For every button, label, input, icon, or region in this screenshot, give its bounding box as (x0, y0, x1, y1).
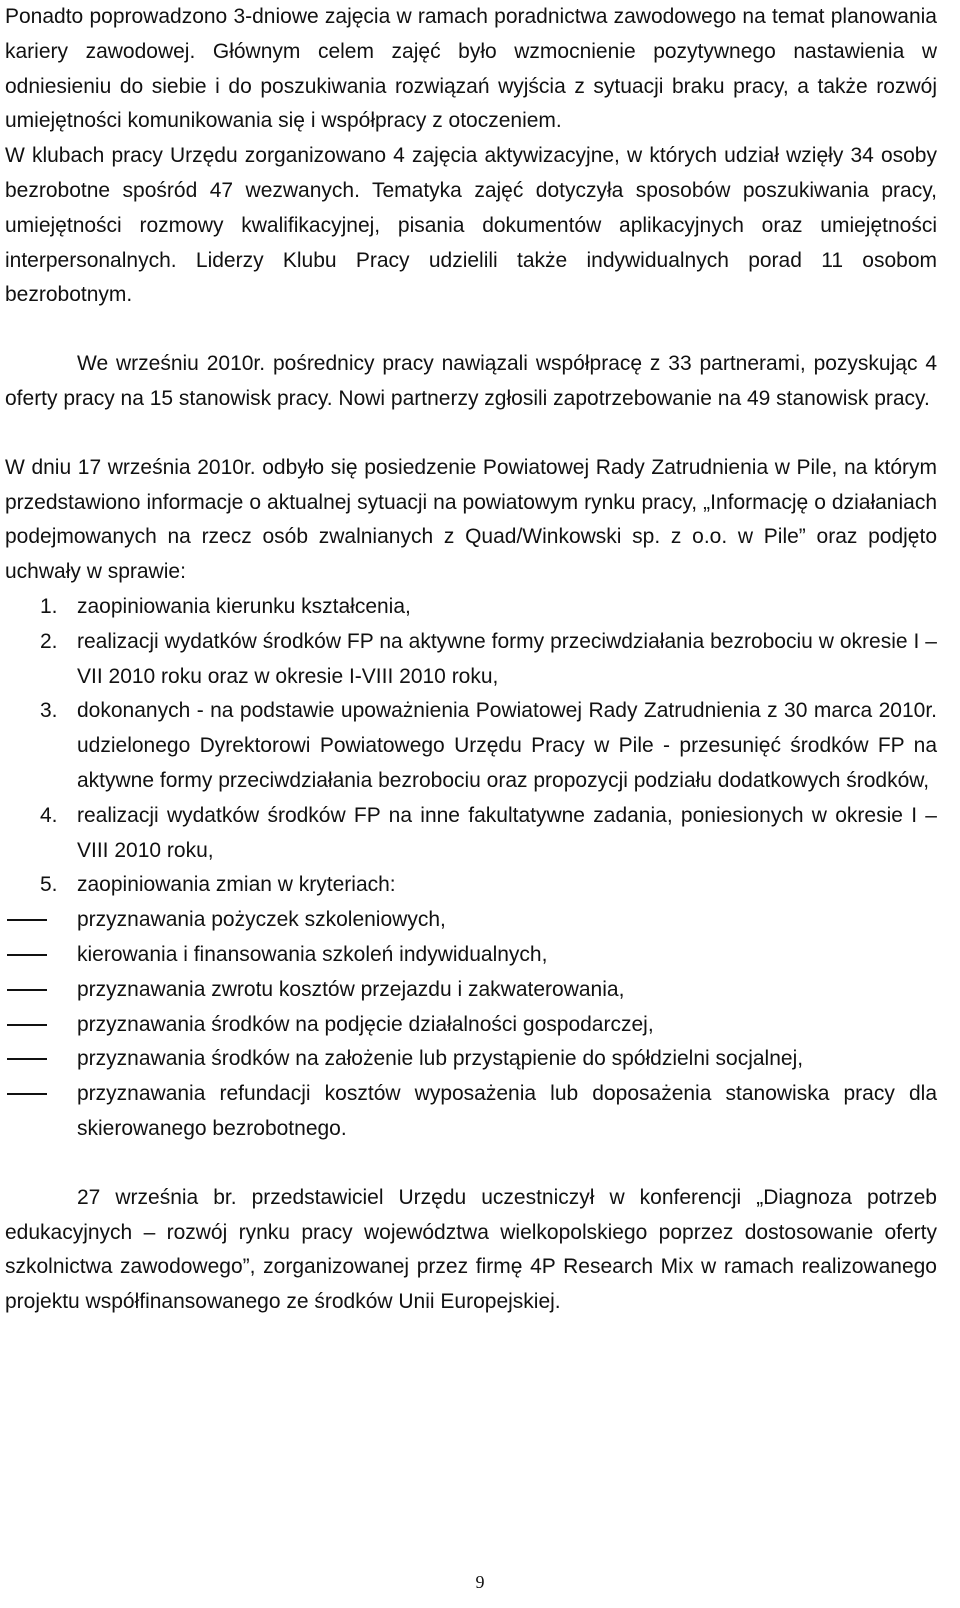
list-item (5, 1042, 937, 1077)
list-item-text: przyznawania refundacji kosztów wyposażenia lub doposażenia stanowiska pracy dla skierowanego bezrobotnego. (77, 1082, 937, 1140)
spacer (5, 313, 937, 347)
list-number: 5. (40, 873, 58, 897)
document-page (5, 0, 937, 1320)
list-item-text: przyznawania środków na podjęcie działalności gospodarczej, (77, 1012, 654, 1036)
list-item-text: zaopiniowania kierunku kształcenia, (77, 594, 411, 618)
list-item-text: przyznawania środków na założenie lub przystąpienie do spółdzielni socjalnej, (77, 1047, 804, 1071)
list-item (5, 973, 937, 1008)
list-item-text: przyznawania zwrotu kosztów przejazdu i zakwaterowania, (77, 977, 625, 1001)
list-item (5, 1077, 937, 1147)
list-item-text: dokonanych - na podstawie upoważnienia Powiatowej Rady Zatrudnienia z 30 marca 2010r. udzielonego Dyrektorowi Powiatowego Urzędu Pracy w Pile - przesunięć środków FP na aktywne formy przeciwdziałania bezrobociu oraz propozycji podziału dodatkowych środków, (77, 699, 937, 792)
list-number: 4. (40, 803, 58, 827)
paragraph-conference: 27 września br. przedstawiciel Urzędu uczestniczył w konferencji „Diagnoza potrzeb edukacyjnych – rozwój rynku pracy województwa wielkopolskiego poprzez dostosowanie oferty szkolnictwa zawodowego”, zorganizowanej przez firmę 4P Research Mix w ramach realizowanego projektu współfinansowanego ze środków Unii Europejskiej. (5, 1185, 937, 1314)
paragraph-career-counseling: Ponadto poprowadzono 3-dniowe zajęcia w ramach poradnictwa zawodowego na temat planowania kariery zawodowej. Głównym celem zajęć było wzmocnienie pozytywnego nastawienia w odniesieniu do siebie i do poszukiwania rozwiązań wyjścia z sytuacji braku pracy, a także rozwój umiejętności komunikowania się i współpracy z otoczeniem. (5, 5, 937, 133)
paragraph-job-clubs: W klubach pracy Urzędu zorganizowano 4 zajęcia aktywizacyjne, w których udział wzięły 34 osoby bezrobotne spośród 47 wezwanych. Tematyka zajęć dotyczyła sposobów poszukiwania pracy, umiejętności rozmowy kwalifikacyjnej, pisania dokumentów aplikacyjnych oraz umiejętności interpersonalnych. Liderzy Klubu Pracy udzielili także indywidualnych porad 11 osobom bezrobotnym. (5, 144, 937, 307)
dash-bullet-icon (7, 989, 47, 991)
list-number: 3. (40, 699, 58, 723)
paragraph-september-partners: We wrześniu 2010r. pośrednicy pracy nawiązali współpracę z 33 partnerami, pozyskując 4 oferty pracy na 15 stanowisk pracy. Nowi partnerzy zgłosili zapotrzebowanie na 49 stanowisk pracy. (5, 352, 937, 410)
paragraph-employment-council: W dniu 17 września 2010r. odbyło się posiedzenie Powiatowej Rady Zatrudnienia w Pile, na którym przedstawiono informacje o aktualnej sytuacji na powiatowym rynku pracy, „Informację o działaniach podejmowanych na rzecz osób zwalnianych z Quad/Winkowski sp. z o.o. w Pile” oraz podjęto uchwały w sprawie: (5, 455, 937, 584)
list-item (5, 694, 937, 798)
dash-bullet-icon (7, 1024, 47, 1026)
list-item-text: zaopiniowania zmian w kryteriach: (77, 873, 396, 897)
list-item-text: realizacji wydatków środków FP na aktywne formy przeciwdziałania bezrobociu w okresie I – VII 2010 roku oraz w okresie I-VIII 2010 roku, (77, 629, 937, 688)
list-item-text: kierowania i finansowania szkoleń indywidualnych, (77, 942, 548, 966)
page-number: 9 (475, 1572, 485, 1592)
resolutions-list (5, 590, 937, 903)
spacer (5, 417, 937, 451)
dash-bullet-icon (7, 1058, 47, 1060)
dash-bullet-icon (7, 919, 47, 921)
criteria-list (5, 903, 937, 1147)
list-number: 2. (40, 629, 58, 653)
dash-bullet-icon (7, 954, 47, 956)
spacer (5, 1147, 937, 1181)
list-number: 1. (40, 594, 58, 618)
list-item (5, 903, 937, 938)
list-item (5, 938, 937, 973)
list-item (5, 625, 937, 695)
list-item (5, 1008, 937, 1043)
list-item-text: realizacji wydatków środków FP na inne fakultatywne zadania, poniesionych w okresie I – VIII 2010 roku, (77, 803, 937, 862)
list-item-text: przyznawania pożyczek szkoleniowych, (77, 908, 446, 932)
list-item (5, 590, 937, 625)
list-item (5, 868, 937, 903)
dash-bullet-icon (7, 1093, 47, 1095)
list-item (5, 799, 937, 869)
